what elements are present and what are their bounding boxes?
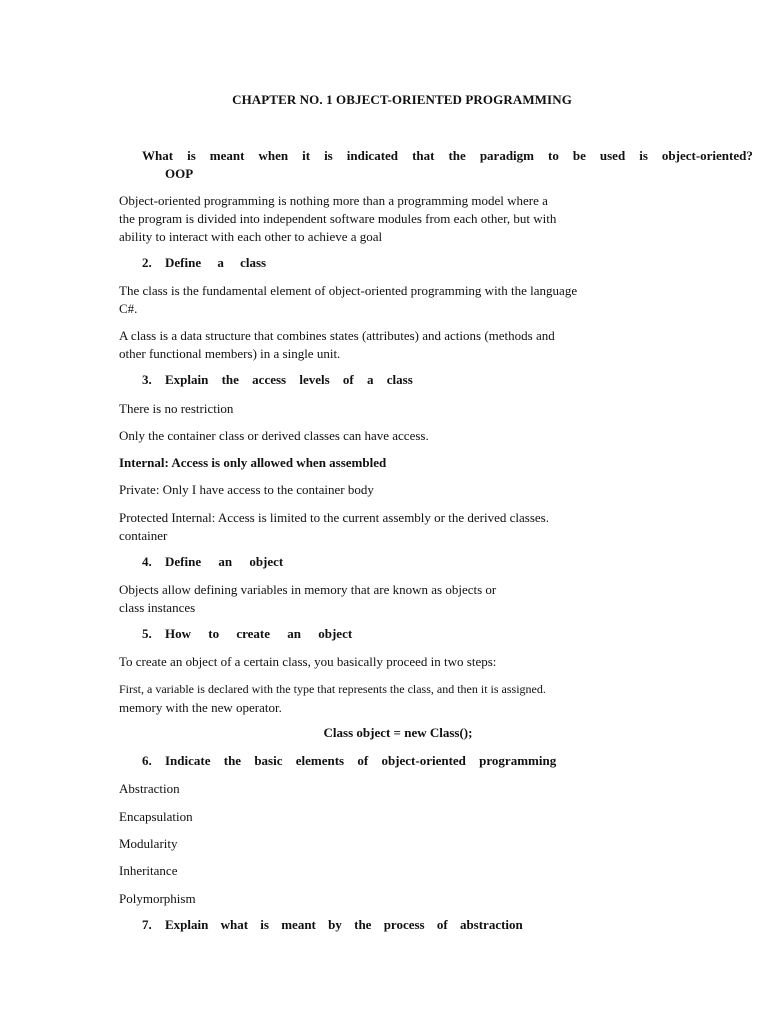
answer-3-line-2: Only the container class or derived classes can have access.: [119, 428, 429, 443]
question-2: [142, 255, 266, 271]
answer-2-p2-line-1: A class is a data structure that combines states (attributes) and actions (methods and: [119, 328, 555, 343]
answer-6-item: Abstraction: [119, 781, 180, 796]
question-1-line-1: [142, 147, 753, 165]
q1-word: to: [548, 148, 559, 163]
q1-word: What: [142, 148, 174, 163]
q1-word: it: [302, 148, 311, 163]
question-2-number: 2.: [142, 255, 152, 270]
question-3-text: Explain the access levels of a class: [165, 372, 413, 387]
question-1: [142, 147, 753, 183]
question-3: [142, 372, 413, 388]
q1-word: indicated: [346, 148, 399, 163]
answer-2-p1-line-1: The class is the fundamental element of object-oriented programming with the language: [119, 283, 578, 298]
question-4-text: Define an object: [165, 554, 284, 569]
answer-6-item: Inheritance: [119, 863, 178, 878]
question-7-number: 7.: [142, 917, 152, 932]
answer-5-line-1: To create an object of a certain class, you basically proceed in two steps:: [119, 654, 497, 669]
answer-1-line-2: the program is divided into independent software modules from each other, but with: [119, 211, 557, 226]
answer-4-line-2: class instances: [119, 600, 196, 615]
q1-word: when: [258, 148, 289, 163]
question-2-text: Define a class: [165, 255, 267, 270]
question-3-number: 3.: [142, 372, 152, 387]
answer-1-line-3: ability to interact with each other to achieve a goal: [119, 229, 383, 244]
question-4: [142, 554, 283, 570]
question-7-text: Explain what is meant by the process of abstraction: [165, 917, 523, 932]
q1-word: that: [412, 148, 435, 163]
answer-5-line-2b: memory with the new operator.: [119, 700, 282, 715]
answer-6-item: Modularity: [119, 836, 178, 851]
question-6-number: 6.: [142, 753, 152, 768]
answer-3-line-3: Internal: Access is only allowed when assembled: [119, 455, 387, 470]
question-6: [142, 753, 556, 769]
answer-3-line-5b: container: [119, 528, 168, 543]
answer-6-item: Encapsulation: [119, 809, 193, 824]
answer-3-line-1: There is no restriction: [119, 401, 234, 416]
code-example: Class object = new Class();: [323, 725, 473, 740]
question-5: [142, 626, 352, 642]
answer-5-line-2a: First, a variable is declared with the type that represents the class, and then it is assigned.: [119, 682, 546, 696]
chapter-title: CHAPTER NO. 1 OBJECT-ORIENTED PROGRAMMING: [232, 92, 572, 107]
q1-word: is: [324, 148, 333, 163]
answer-3-line-5a: Protected Internal: Access is limited to the current assembly or the derived classes.: [119, 510, 549, 525]
answer-2-p2-line-2: other functional members) in a single unit.: [119, 346, 341, 361]
question-6-text: Indicate the basic elements of object-oriented programming: [165, 753, 557, 768]
q1-word: be: [572, 148, 586, 163]
q1-word: used: [599, 148, 626, 163]
q1-word: the: [448, 148, 466, 163]
answer-2-p1-line-2: C#.: [119, 301, 138, 316]
q1-word: is: [187, 148, 196, 163]
question-5-number: 5.: [142, 626, 152, 641]
answer-4-line-1: Objects allow defining variables in memory that are known as objects or: [119, 582, 497, 597]
answer-1-line-1: Object-oriented programming is nothing more than a programming model where a: [119, 193, 548, 208]
question-4-number: 4.: [142, 554, 152, 569]
question-5-text: How to create an object: [165, 626, 353, 641]
q1-word: is: [639, 148, 648, 163]
question-7: [142, 917, 523, 933]
q1-word: paradigm: [479, 148, 534, 163]
answer-6-item: Polymorphism: [119, 891, 196, 906]
q1-word: meant: [209, 148, 245, 163]
question-1-line-2: OOP: [165, 166, 194, 181]
answer-3-line-4: Private: Only I have access to the container body: [119, 482, 374, 497]
q1-word: object-oriented?: [661, 148, 753, 163]
